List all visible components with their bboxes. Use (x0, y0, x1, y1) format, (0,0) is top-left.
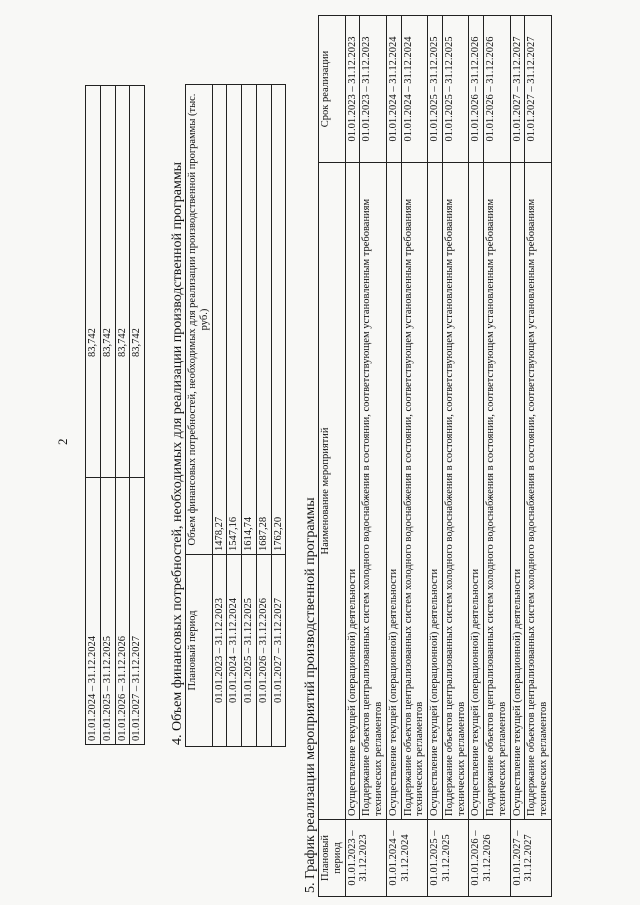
table-row: 01.01.2026 – 31.12.2026 83,742 (115, 86, 130, 745)
table-row: 01.01.2026 – 31.12.2026 Осуществление текущей (операционной) деятельности 01.01.2026 – 31.12.2026 (469, 16, 484, 897)
table-row: 01.01.2025 – 31.12.2025 83,742 (100, 86, 115, 745)
table-row: 01.01.2024 – 31.12.2024 Осуществление текущей (операционной) деятельности 01.01.2024 – 31.12.2024 (386, 16, 401, 897)
table-header-row (319, 16, 346, 897)
table-row: 01.01.2027 – 31.12.2027 Осуществление текущей (операционной) деятельности 01.01.2027 – 31.12.2027 (510, 16, 525, 897)
table-row: 01.01.2026 – 31.12.2026 1687,28 (256, 85, 271, 747)
table-row: 01.01.2024 – 31.12.2024 83,742 (86, 86, 101, 745)
col-period-header: Плановый период (186, 555, 213, 747)
col-name-header: Наименование мероприятий (319, 163, 346, 820)
table-row: Поддержание объектов централизованных систем холодного водоснабжения в состоянии, соответствующем установленным требованиям технических регламентов 01.01.2024 – 31.12.2024 (401, 16, 428, 897)
table-header-row (186, 85, 213, 747)
col-period-header: Плановый период (319, 820, 346, 897)
section4-heading: 4. Объем финансовых потребностей, необходимых для реализации производственной программы (170, 161, 185, 745)
table-row: 01.01.2025 – 31.12.2025 Осуществление текущей (операционной) деятельности 01.01.2025 – 31.12.2025 (428, 16, 443, 897)
col-term-header: Срок реализации (319, 16, 346, 163)
table-row: 01.01.2023 – 31.12.2023 Осуществление текущей (операционной) деятельности 01.01.2023 – 31.12.2023 (345, 16, 360, 897)
top-volume-table (85, 85, 145, 745)
table-row: Поддержание объектов централизованных систем холодного водоснабжения в состоянии, соответствующем установленным требованиям технических регламентов 01.01.2025 – 31.12.2025 (442, 16, 469, 897)
table-row: 01.01.2027 – 31.12.2027 1762,20 (271, 85, 286, 747)
table-row: Поддержание объектов централизованных систем холодного водоснабжения в состоянии, соответствующем установленным требованиям технических регламентов 01.01.2027 – 31.12.2027 (525, 16, 552, 897)
table-row: 01.01.2023 – 31.12.2023 1478,27 (212, 85, 227, 747)
section5-heading: 5. График реализации мероприятий производственной программы (303, 497, 318, 893)
page-number: 2 (55, 438, 70, 445)
schedule-table (318, 15, 552, 897)
table-row: 01.01.2024 – 31.12.2024 1547,16 (227, 85, 242, 747)
financial-needs-table (185, 84, 286, 747)
col-volume-header: Объем финансовых потребностей, необходимых для реализации производственной программы (тыс. руб.) (186, 85, 213, 555)
table-row: Поддержание объектов централизованных систем холодного водоснабжения в состоянии, соответствующем установленным требованиям технических регламентов 01.01.2023 – 31.12.2023 (360, 16, 387, 897)
table-row: 01.01.2027 – 31.12.2027 83,742 (130, 86, 145, 745)
table-row: 01.01.2025 – 31.12.2025 1614,74 (242, 85, 257, 747)
table-row: Поддержание объектов централизованных систем холодного водоснабжения в состоянии, соответствующем установленным требованиям технических регламентов 01.01.2026 – 31.12.2026 (484, 16, 511, 897)
